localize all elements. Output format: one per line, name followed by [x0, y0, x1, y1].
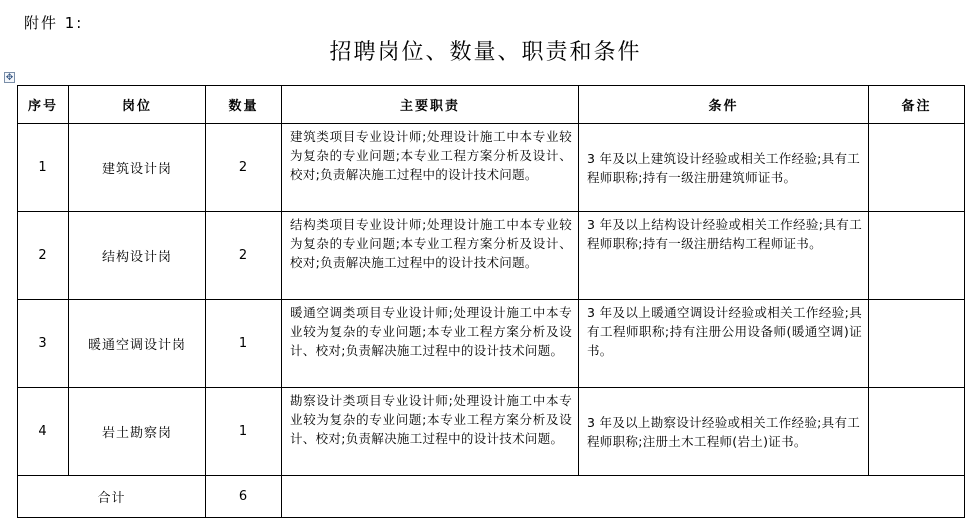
table-move-handle-icon[interactable]: ✥	[5, 73, 14, 83]
cell-count: 2	[206, 212, 282, 300]
cell-requirements: 3 年及以上建筑设计经验或相关工作经验;具有工程师职称;持有一级注册建筑师证书。	[579, 124, 869, 212]
cell-count: 1	[206, 388, 282, 476]
header-seq: 序号	[18, 86, 69, 124]
table-row	[18, 388, 965, 476]
cell-seq: 4	[18, 388, 69, 476]
cell-position: 建筑设计岗	[69, 124, 206, 212]
cell-duties: 结构类项目专业设计师;处理设计施工中本专业较为复杂的专业问题;本专业工程方案分析及设计、校对;负责解决施工过程中的设计技术问题。	[282, 212, 579, 300]
cell-remarks	[869, 124, 965, 212]
cell-remarks	[869, 388, 965, 476]
table-header-row	[18, 86, 965, 124]
attachment-label: 附件 1:	[24, 14, 84, 32]
cell-remarks	[869, 300, 965, 388]
cell-duties: 勘察设计类项目专业设计师;处理设计施工中本专业较为复杂的专业问题;本专业工程方案分析及设计、校对;负责解决施工过程中的设计技术问题。	[282, 388, 579, 476]
total-count: 6	[206, 476, 282, 518]
table-row	[18, 212, 965, 300]
recruitment-table	[17, 85, 965, 518]
cell-seq: 3	[18, 300, 69, 388]
cell-requirements: 3 年及以上结构设计经验或相关工作经验;具有工程师职称;持有一级注册结构工程师证书。	[579, 212, 869, 300]
cell-duties: 暖通空调类项目专业设计师;处理设计施工中本专业较为复杂的专业问题;本专业工程方案分析及设计、校对;负责解决施工过程中的设计技术问题。	[282, 300, 579, 388]
cell-position: 结构设计岗	[69, 212, 206, 300]
cell-requirements: 3 年及以上勘察设计经验或相关工作经验;具有工程师职称;注册土木工程师(岩土)证书。	[579, 388, 869, 476]
header-requirements: 条件	[579, 86, 869, 124]
cell-position: 岩土勘察岗	[69, 388, 206, 476]
table-row	[18, 124, 965, 212]
table-row	[18, 300, 965, 388]
header-count: 数量	[206, 86, 282, 124]
cell-position: 暖通空调设计岗	[69, 300, 206, 388]
cell-remarks	[869, 212, 965, 300]
header-remarks: 备注	[869, 86, 965, 124]
cell-seq: 1	[18, 124, 69, 212]
cell-count: 1	[206, 300, 282, 388]
total-label: 合计	[18, 476, 206, 518]
document-title: 招聘岗位、数量、职责和条件	[329, 40, 642, 65]
cell-seq: 2	[18, 212, 69, 300]
header-position: 岗位	[69, 86, 206, 124]
table-total-row	[18, 476, 965, 518]
cell-count: 2	[206, 124, 282, 212]
header-duties: 主要职责	[282, 86, 579, 124]
cell-requirements: 3 年及以上暖通空调设计经验或相关工作经验;具有工程师职称;持有注册公用设备师(暖通空调)证书。	[579, 300, 869, 388]
total-empty-cell	[282, 476, 965, 518]
cell-duties: 建筑类项目专业设计师;处理设计施工中本专业较为复杂的专业问题;本专业工程方案分析及设计、校对;负责解决施工过程中的设计技术问题。	[282, 124, 579, 212]
